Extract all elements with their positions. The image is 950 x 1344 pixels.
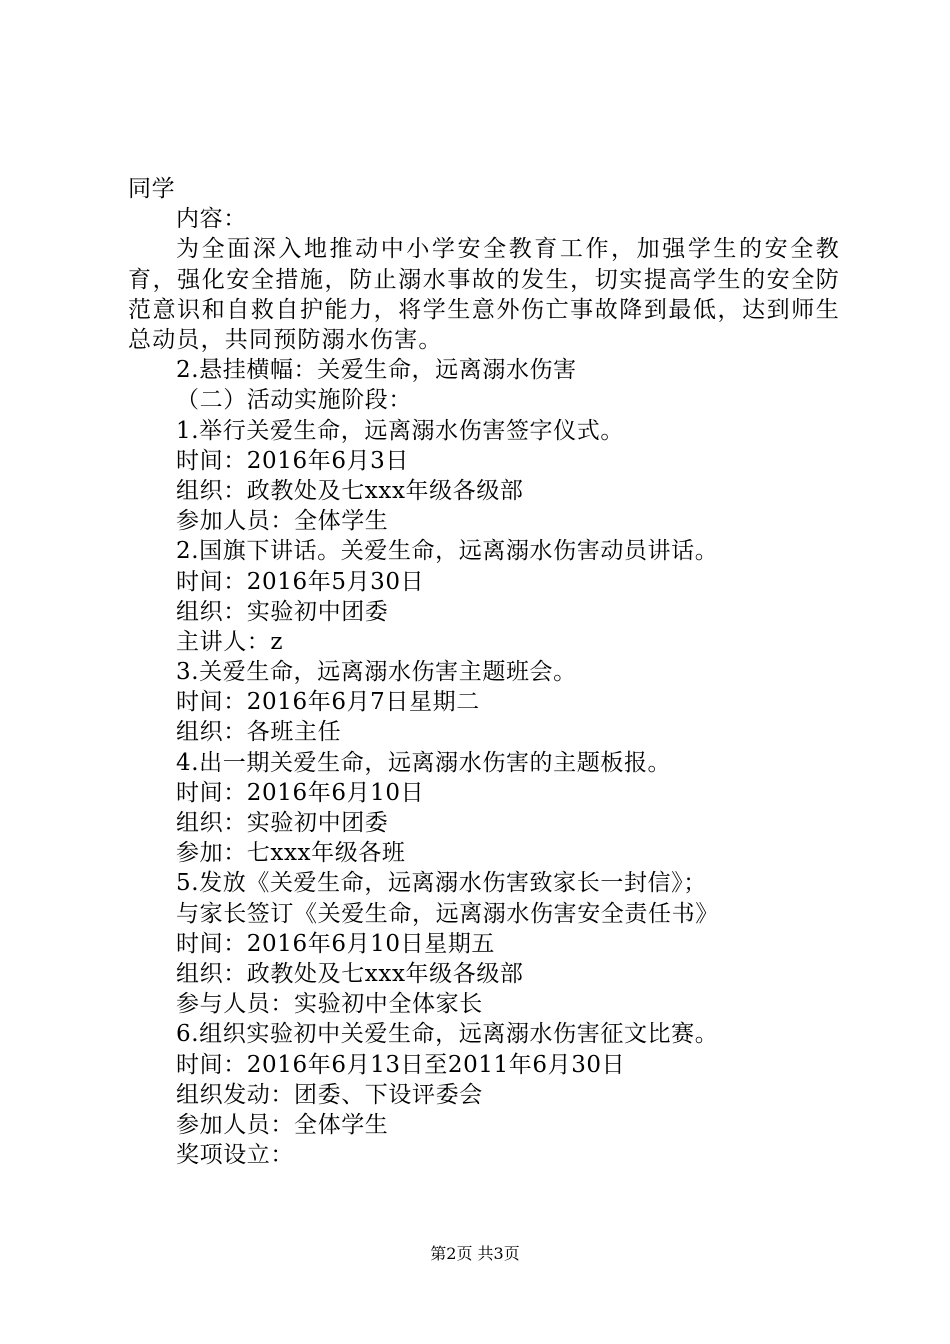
text-line: 时间：2016年6月3日 [176, 447, 409, 474]
text-line: 参加人员：全体学生 [176, 1111, 389, 1138]
text-line: 参加人员：全体学生 [176, 508, 389, 535]
text-line: 与家长签订《关爱生命，远离溺水伤害安全责任书》 [176, 900, 719, 927]
text-line: 时间：2016年6月10日 [176, 779, 425, 806]
document-body [128, 174, 848, 1170]
section-heading: （二）活动实施阶段： [176, 387, 412, 414]
text-line: 参加：七xxx年级各班 [176, 840, 406, 867]
text-line: 奖项设立： [176, 1142, 294, 1169]
text-line: 组织：政教处及七xxx年级各级部 [176, 477, 524, 504]
list-item: 4.出一期关爱生命，远离溺水伤害的主题板报。 [176, 749, 672, 776]
text-line: 组织：实验初中团委 [176, 810, 389, 836]
list-item: 5.发放《关爱生命，远离溺水伤害致家长一封信》； [176, 870, 707, 897]
list-item: 6.组织实验初中关爱生命，远离溺水伤害征文比赛。 [176, 1021, 719, 1048]
text-line: 组织：政教处及七xxx年级各级部 [176, 960, 524, 987]
text-line: 组织：各班主任 [176, 719, 342, 746]
list-item: 1.举行关爱生命，远离溺水伤害签字仪式。 [176, 417, 624, 444]
text-line: 时间：2016年6月7日星期二 [176, 689, 480, 716]
text-line: 参与人员：实验初中全体家长 [176, 991, 483, 1018]
text-line: 时间：2016年6月10日星期五 [176, 930, 496, 957]
list-item: 2.国旗下讲话。关爱生命，远离溺水伤害动员讲话。 [176, 538, 719, 565]
text-line: 组织发动：团委、下设评委会 [176, 1081, 483, 1108]
text-line: 时间：2016年5月30日 [176, 568, 425, 595]
text-line: 2.悬挂横幅：关爱生命，远离溺水伤害 [176, 357, 577, 384]
text-line: 内容： [176, 206, 247, 233]
text-line: 组织：实验初中团委 [176, 598, 389, 625]
intro-paragraph: 为全面深入地推动中小学安全教育工作，加强学生的安全教育，强化安全措施，防止溺水事故的发生，切实提高学生的安全防范意识和自救自护能力，将学生意外伤亡事故降到最低，达到师生总动员，共同预防溺水伤害。 [128, 236, 840, 353]
text-line: 同学 [128, 176, 176, 202]
page-number-footer: 第2页 共3页 [430, 1244, 520, 1263]
text-line: 时间：2016年6月13日至2011年6月30日 [176, 1051, 626, 1078]
text-line: 主讲人：z [176, 628, 284, 655]
list-item: 3.关爱生命，远离溺水伤害主题班会。 [176, 659, 577, 686]
